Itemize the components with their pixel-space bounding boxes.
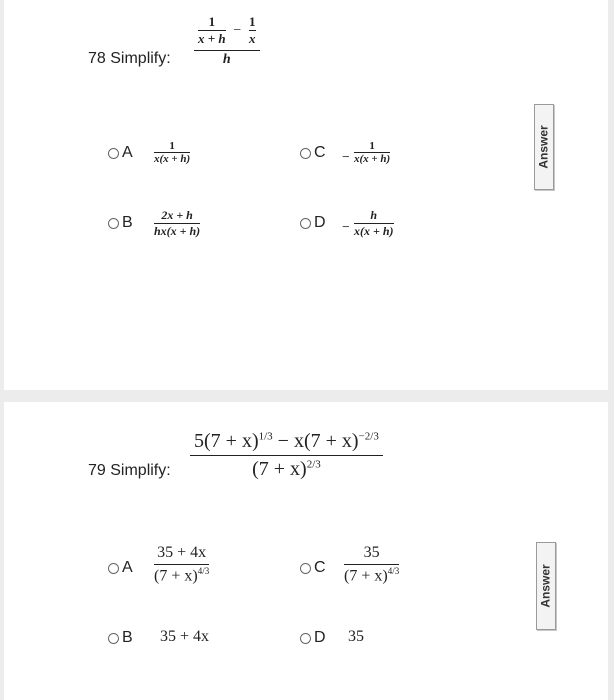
option-79-c-den: (7 + x) — [344, 567, 388, 585]
option-78-a-radio[interactable] — [108, 148, 119, 159]
expr-78-x: x — [249, 31, 256, 46]
option-79-a-radio[interactable] — [108, 563, 119, 574]
option-78-b-num: 2x + h — [161, 208, 193, 222]
question-78-expression — [194, 14, 260, 68]
option-79-c-radio[interactable] — [300, 563, 311, 574]
question-78-label: 78 Simplify: — [88, 50, 171, 67]
option-78-b-radio[interactable] — [108, 218, 119, 229]
option-78-a-num: 1 — [169, 140, 175, 152]
expr-78-main-fraction — [194, 14, 260, 68]
option-79-b-letter: B — [122, 629, 133, 646]
option-78-d-radio[interactable] — [300, 218, 311, 229]
option-79-d-letter: D — [314, 629, 326, 646]
option-78-c-num: 1 — [369, 140, 375, 152]
answer-79-label: Answer — [539, 564, 554, 608]
option-78-c-den: x(x + h) — [354, 153, 391, 165]
option-78-c-value[interactable] — [354, 140, 390, 165]
expr-79-term-a: 5(7 + x) — [194, 430, 259, 452]
expr-79-term-b: − x(7 + x) — [272, 430, 359, 452]
option-78-c-radio[interactable] — [300, 148, 311, 159]
option-79-a-den: (7 + x) — [154, 567, 198, 585]
expr-78-one-a: 1 — [208, 14, 216, 29]
option-79-a-den-exp: 4/3 — [197, 566, 210, 576]
option-79-b-radio[interactable] — [108, 633, 119, 644]
expr-79-den: (7 + x) — [252, 458, 307, 480]
option-78-b-letter: B — [122, 214, 133, 231]
option-78-d-den: x(x + h) — [354, 224, 394, 238]
answer-78-button[interactable] — [534, 104, 554, 190]
option-79-a-letter: A — [122, 559, 133, 576]
option-78-a-den: x(x + h) — [154, 153, 191, 165]
option-79-a-num: 35 + 4x — [157, 544, 207, 561]
option-78-b-value[interactable] — [154, 208, 200, 239]
expr-78-minus: − — [233, 22, 242, 38]
option-78-d-letter: D — [314, 214, 326, 231]
option-78-a-letter: A — [122, 144, 133, 161]
option-78-c-letter: C — [314, 144, 326, 161]
answer-78-label: Answer — [537, 125, 552, 169]
option-78-b-den: hx(x + h) — [154, 224, 201, 238]
expr-79-den-exp: 2/3 — [306, 458, 321, 471]
answer-79-button[interactable] — [536, 542, 556, 630]
question-78-card — [4, 0, 608, 390]
question-79-expression — [190, 430, 383, 481]
expr-78-x-plus-h: x + h — [198, 31, 226, 46]
option-79-c-den-exp: 4/3 — [387, 566, 400, 576]
option-78-d-num: h — [370, 208, 378, 222]
option-79-c-value[interactable] — [344, 544, 399, 585]
option-79-d-value[interactable]: 35 — [348, 628, 364, 645]
expr-78-h: h — [222, 52, 231, 67]
expr-79-exp-b: −2/3 — [358, 430, 379, 443]
option-79-c-num: 35 — [363, 544, 380, 561]
option-79-c-letter: C — [314, 559, 326, 576]
question-79-label: 79 Simplify: — [88, 462, 171, 479]
question-79-card — [4, 402, 608, 700]
option-78-d-sign: − — [342, 219, 350, 234]
option-78-a-value[interactable] — [154, 140, 190, 165]
expr-79-exp-a: 1/3 — [258, 430, 273, 443]
option-79-a-value[interactable] — [154, 544, 209, 585]
expr-78-one-b: 1 — [249, 14, 256, 29]
option-78-c-sign: − — [342, 149, 350, 164]
option-79-d-radio[interactable] — [300, 633, 311, 644]
expr-79-main-fraction — [190, 430, 383, 481]
option-78-d-value[interactable] — [354, 208, 394, 239]
option-79-b-value[interactable]: 35 + 4x — [160, 628, 210, 645]
